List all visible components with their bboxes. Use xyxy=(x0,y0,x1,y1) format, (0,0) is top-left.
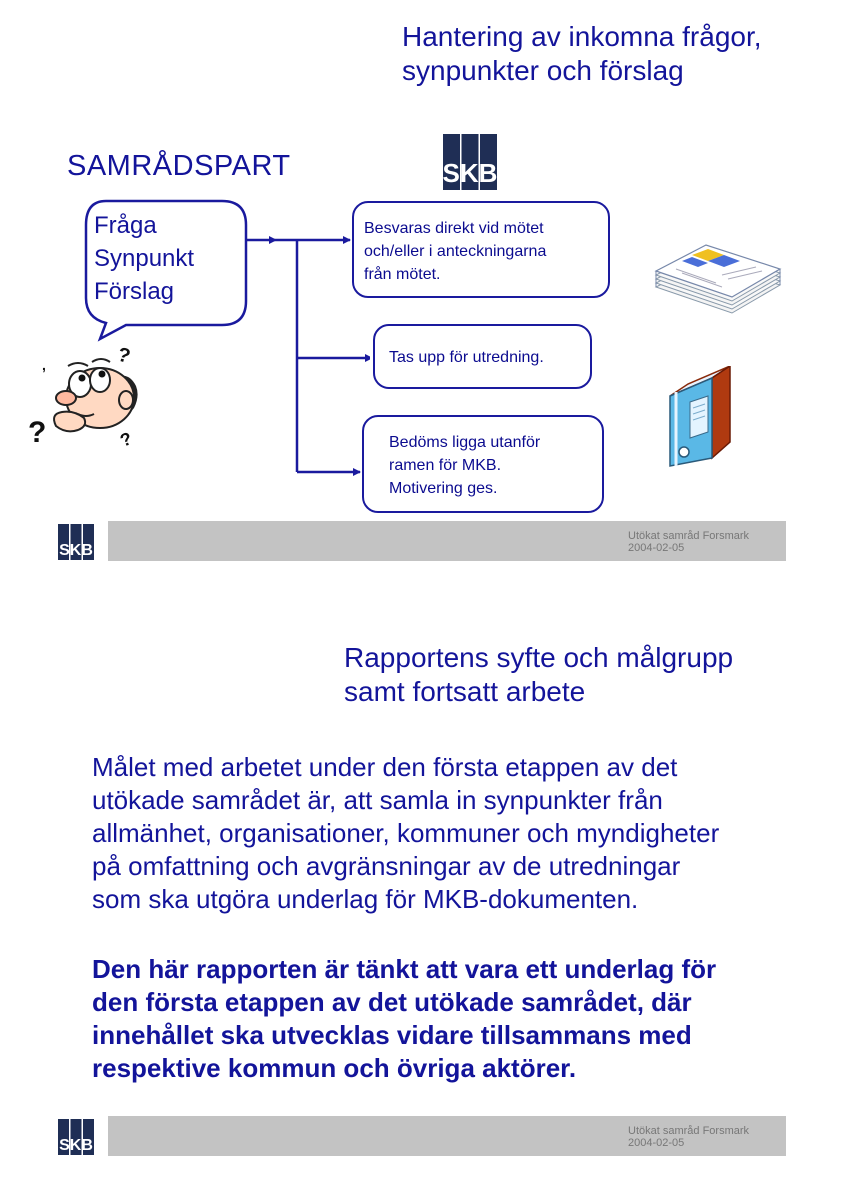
svg-text:?: ? xyxy=(117,428,135,451)
slide2-title-line-2: samt fortsatt arbete xyxy=(344,676,586,707)
outcome-box-investigation xyxy=(373,324,592,389)
paragraph-report-purpose-line-1: Den här rapporten är tänkt att vara ett underlag för xyxy=(92,954,717,984)
speech-line-proposal: Förslag xyxy=(94,278,175,305)
paragraph-goal-line-2: utökade samrådet är, att samla in synpunkter från xyxy=(92,785,663,815)
outcome-box-outside-scope-line-2: ramen för MKB. xyxy=(389,457,502,474)
outcome-box-outside-scope-line-1: Bedöms ligga utanför xyxy=(389,434,541,451)
outcome-box-answered-line-2: och/eller i anteckningarna xyxy=(364,243,547,260)
skb-logo-header-text: SKB xyxy=(443,158,497,188)
binder-icon xyxy=(668,366,734,468)
outcome-box-outside-scope-line-3: Motivering ges. xyxy=(389,480,498,497)
skb-logo-footer-2 xyxy=(58,1119,94,1155)
paragraph-report-purpose-line-4: respektive kommun och övriga aktörer. xyxy=(92,1053,577,1083)
footer-2-event: Utökat samråd Forsmark xyxy=(628,1125,750,1137)
footer-text-1 xyxy=(628,530,749,554)
outcome-box-answered xyxy=(352,201,610,298)
speech-line-opinion: Synpunkt xyxy=(94,245,195,272)
paragraph-goal xyxy=(92,751,719,916)
paragraph-report-purpose-line-2: den första etappen av det utökade samrådet, där xyxy=(92,987,692,1017)
svg-text:,: , xyxy=(42,357,46,373)
paragraph-goal-line-5: som ska utgöra underlag för MKB-dokumenten. xyxy=(92,884,639,914)
outcome-box-investigation-line-1: Tas upp för utredning. xyxy=(389,349,544,366)
speech-text xyxy=(94,209,194,308)
footer-1-event: Utökat samråd Forsmark xyxy=(628,530,750,542)
slide2-title-line-1: Rapportens syfte och målgrupp xyxy=(344,642,734,673)
footer-1-date: 2004-02-05 xyxy=(628,542,685,554)
skb-logo-footer-1 xyxy=(58,524,94,560)
paragraph-report-purpose-line-3: innehållet ska utvecklas vidare tillsammans med xyxy=(92,1020,692,1050)
party-label: SAMRÅDSPART xyxy=(67,150,291,182)
slide1-title-line-1: Hantering av inkomna frågor, xyxy=(402,21,762,52)
slide1-title xyxy=(402,20,762,88)
paragraph-goal-line-3: allmänhet, organisationer, kommuner och myndigheter xyxy=(92,818,720,848)
slide1-title-line-2: synpunkter och förslag xyxy=(402,55,684,86)
flow-connectors xyxy=(240,200,370,490)
paragraph-report-purpose xyxy=(92,953,716,1085)
paragraph-goal-line-1: Målet med arbetet under den första etappen av det xyxy=(92,752,678,782)
outcome-box-answered-line-1: Besvaras direkt vid mötet xyxy=(364,220,544,237)
skb-logo-footer-2-text: SKB xyxy=(59,1137,93,1154)
svg-text:?: ? xyxy=(28,416,47,449)
speech-line-question: Fråga xyxy=(94,212,157,239)
footer-2-date: 2004-02-05 xyxy=(628,1137,685,1149)
footer-text-2 xyxy=(628,1125,749,1149)
svg-text:?: ? xyxy=(115,343,133,368)
paragraph-goal-line-4: på omfattning och avgränsningar av de utredningar xyxy=(92,851,681,881)
skb-logo-footer-1-text: SKB xyxy=(59,542,93,559)
slide2-title xyxy=(344,641,733,709)
thinking-person-illustration xyxy=(20,330,170,455)
outcome-box-answered-line-3: från mötet. xyxy=(364,266,441,283)
outcome-box-outside-scope xyxy=(362,415,604,513)
skb-logo-header xyxy=(443,134,497,190)
document-stack-icon xyxy=(652,235,784,319)
